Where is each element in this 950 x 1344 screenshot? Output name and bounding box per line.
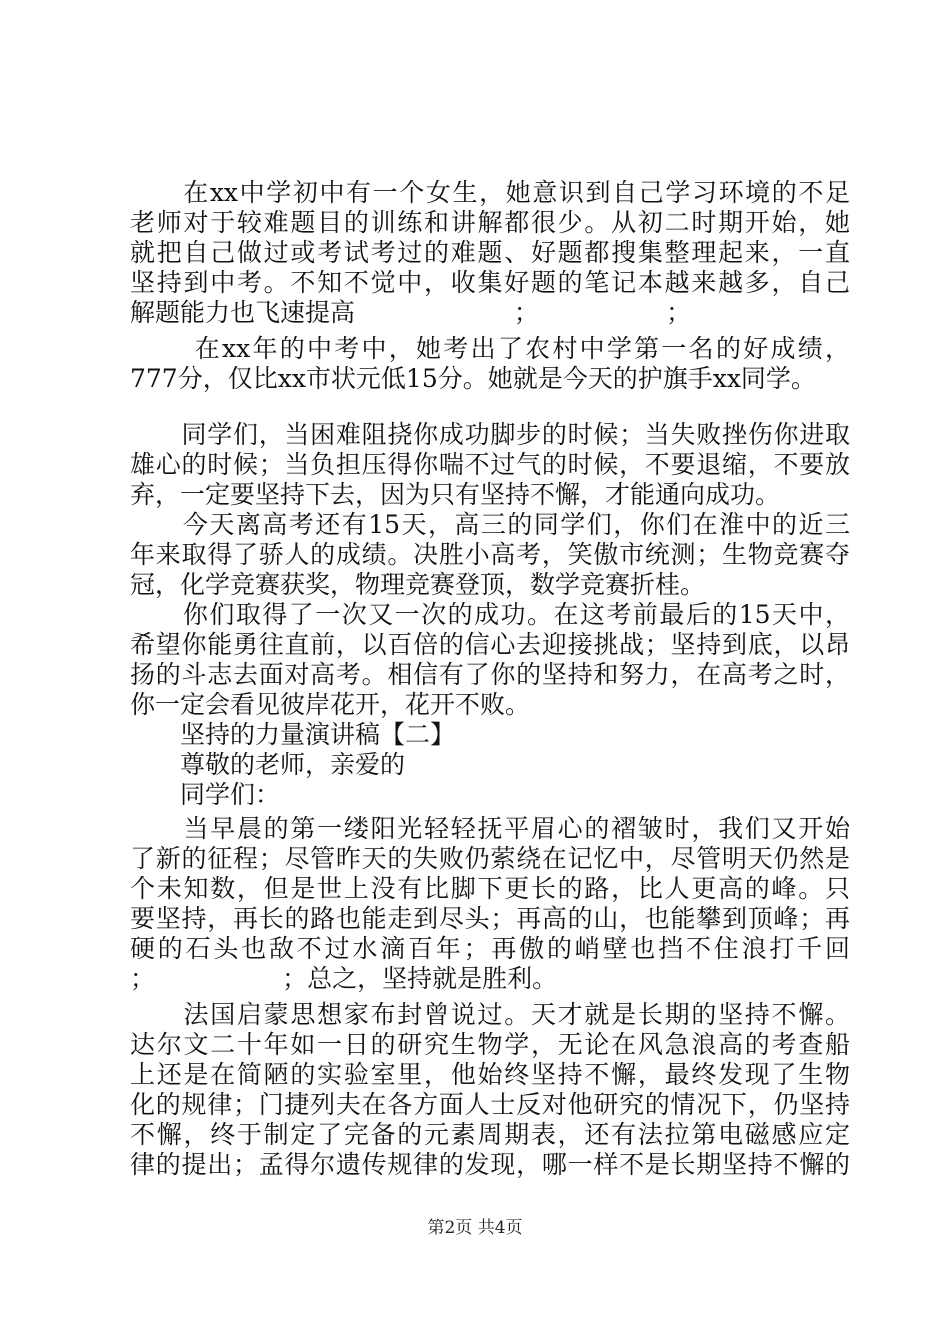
text-line: 在xx年的中考中，她考出了农村中学第一名的好成绩，	[130, 334, 850, 363]
text-line: 弃，一定要坚持下去，因为只有坚持不懈，才能通向成功。	[130, 480, 781, 509]
text-line: 你一定会看见彼岸花开，花开不败。	[130, 690, 531, 719]
text-line: 坚持到中考。不知不觉中，收集好题的笔记本越来越多，自己	[130, 268, 850, 297]
text-line: 达尔文二十年如一日的研究生物学，无论在风急浪高的考查船	[130, 1030, 850, 1059]
text-line: 老师对于较难题目的训练和讲解都很少。从初二时期开始，她	[130, 208, 850, 237]
text-line: 要坚持，再长的路也能走到尽头；再高的山，也能攀到顶峰；再	[130, 904, 850, 933]
text-line: 当早晨的第一缕阳光轻轻抚平眉心的褶皱时，我们又开始	[130, 814, 850, 843]
text-line: 今天离高考还有15天，高三的同学们，你们在淮中的近三	[130, 510, 850, 539]
text-line: 冠，化学竞赛获奖，物理竞赛登顶，数学竞赛折桂。	[130, 570, 706, 599]
text-line: 硬的石头也敌不过水滴百年；再傲的峭壁也挡不住浪打千回	[130, 934, 850, 963]
text-line: 777分，仅比xx市状元低15分。她就是今天的护旗手xx同学。	[130, 364, 816, 393]
text-line: 尊敬的老师，亲爱的	[130, 750, 406, 779]
text-line: 你们取得了一次又一次的成功。在这考前最后的15天中，	[130, 600, 850, 629]
text-line: 在xx中学初中有一个女生，她意识到自己学习环境的不足	[130, 178, 850, 207]
text-line: 了新的征程；尽管昨天的失败仍萦绕在记忆中，尽管明天仍然是	[130, 844, 850, 873]
text-line: 同学们：	[130, 780, 281, 809]
text-line: 上还是在简陋的实验室里，他始终坚持不懈，最终发现了生物	[130, 1060, 850, 1089]
text-line: 不懈，终于制定了完备的元素周期表，还有法拉第电磁感应定	[130, 1120, 850, 1149]
text-line: 雄心的时候；当负担压得你喘不过气的时候，不要退缩，不要放	[130, 450, 850, 479]
text-line: 扬的斗志去面对高考。相信有了你的坚持和努力，在高考之时，	[130, 660, 850, 689]
text-line: 就把自己做过或考试考过的难题、好题都搜集整理起来，一直	[130, 238, 850, 267]
text-line: 年来取得了骄人的成绩。决胜小高考，笑傲市统测；生物竞赛夺	[130, 540, 850, 569]
text-line: 法国启蒙思想家布封曾说过。天才就是长期的坚持不懈。	[130, 1000, 850, 1029]
footer-page-number: 第2页 共4页	[427, 1218, 523, 1238]
text-line: 同学们，当困难阻挠你成功脚步的时候；当失败挫伤你进取	[130, 420, 850, 449]
text-line: 化的规律；门捷列夫在各方面人士反对他研究的情况下，仍坚持	[130, 1090, 850, 1119]
text-line: 个未知数，但是世上没有比脚下更长的路，比人更高的峰。只	[130, 874, 850, 903]
text-line: 解题能力也飞速提高 ； ；	[130, 298, 692, 327]
text-line: ； ；总之，坚持就是胜利。	[130, 964, 558, 993]
text-line: 律的提出；孟得尔遗传规律的发现，哪一样不是长期坚持不懈的	[130, 1150, 850, 1179]
text-line: 希望你能勇往直前，以百倍的信心去迎接挑战；坚持到底，以昂	[130, 630, 850, 659]
text-line: 坚持的力量演讲稿【二】	[130, 720, 456, 749]
